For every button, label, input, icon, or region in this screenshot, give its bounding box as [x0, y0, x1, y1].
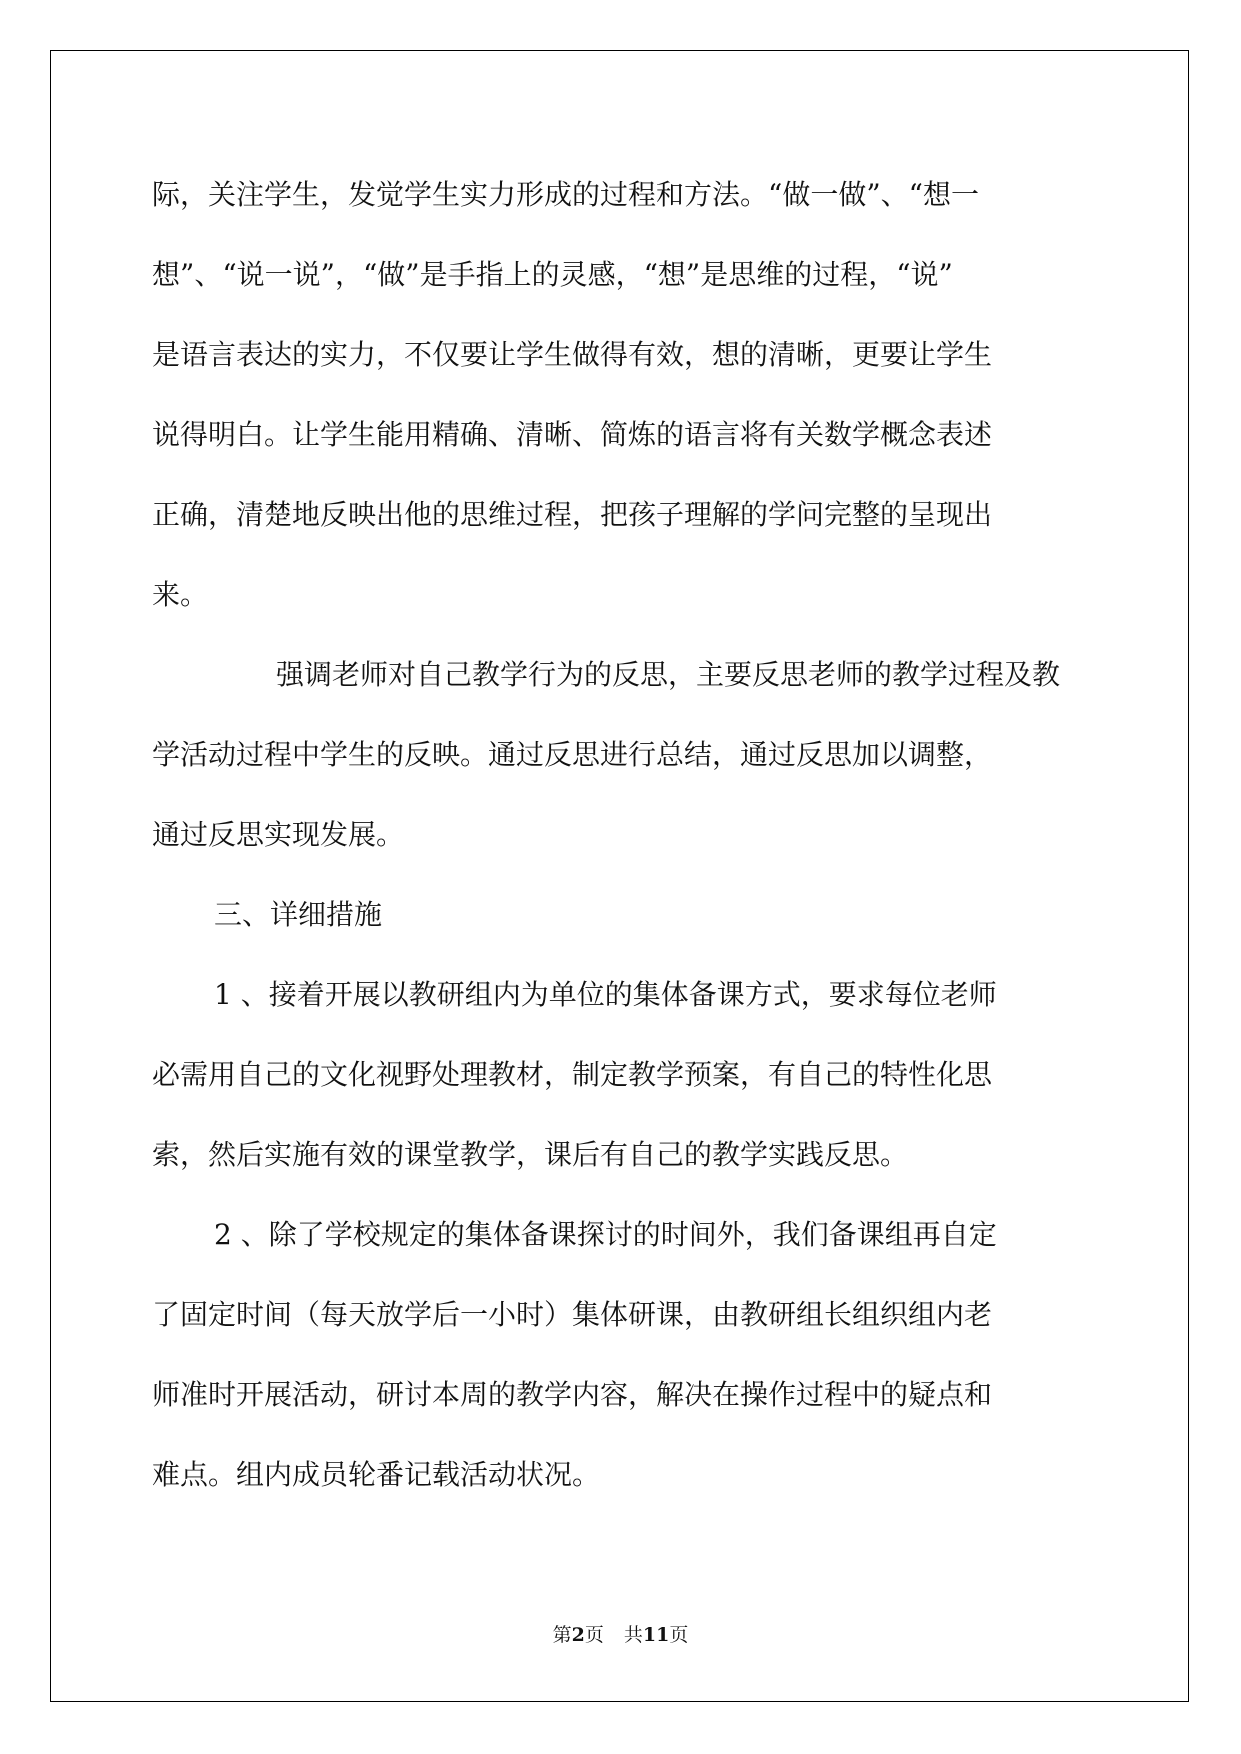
total-pages: 11 — [642, 1624, 670, 1646]
text-line: 通过反思实现发展。 — [152, 818, 405, 851]
text-line: 学活动过程中学生的反映。通过反思进行总结，通过反思加以调整， — [152, 738, 993, 771]
paragraph-2 — [152, 635, 1092, 875]
document-body — [152, 155, 1092, 1515]
text-line: 1 、接着开展以教研组内为单位的集体备课方式，要求每位老师 — [214, 978, 997, 1011]
page-footer — [0, 1620, 1241, 1647]
section-heading — [152, 875, 1092, 955]
page-prefix: 第 — [552, 1624, 572, 1646]
text-line: 强调老师对自己教学行为的反思，主要反思老师的教学过程及教 — [276, 658, 1061, 691]
text-line: 说得明白。让学生能用精确、清晰、简炼的语言将有关数学概念表述 — [152, 418, 993, 451]
paragraph-1 — [152, 155, 1092, 635]
text-line: 想”、“说一说”，“做”是手指上的灵感，“想”是思维的过程，“说” — [152, 258, 953, 291]
text-line: 三、详细措施 — [214, 898, 383, 931]
text-line: 际，关注学生，发觉学生实力形成的过程和方法。“做一做”、“想一 — [152, 178, 979, 211]
text-line: 必需用自己的文化视野处理教材，制定教学预案，有自己的特性化思 — [152, 1058, 993, 1091]
text-line: 来。 — [152, 578, 209, 611]
text-line: 难点。组内成员轮番记载活动状况。 — [152, 1458, 601, 1491]
text-line: 是语言表达的实力，不仅要让学生做得有效，想的清晰，更要让学生 — [152, 338, 993, 371]
total-prefix: 共 — [623, 1624, 643, 1646]
paragraph-3 — [152, 955, 1092, 1195]
text-line: 了固定时间（每天放学后一小时）集体研课，由教研组长组织组内老 — [152, 1298, 993, 1331]
page-number: 2 — [571, 1624, 585, 1646]
total-suffix: 页 — [669, 1624, 689, 1646]
text-line: 2 、除了学校规定的集体备课探讨的时间外，我们备课组再自定 — [214, 1218, 997, 1251]
page-suffix: 页 — [584, 1624, 604, 1646]
text-line: 师准时开展活动，研讨本周的教学内容，解决在操作过程中的疑点和 — [152, 1378, 993, 1411]
paragraph-4 — [152, 1195, 1092, 1515]
text-line: 正确，清楚地反映出他的思维过程，把孩子理解的学问完整的呈现出 — [152, 498, 993, 531]
text-line: 索，然后实施有效的课堂教学，课后有自己的教学实践反思。 — [152, 1138, 909, 1171]
